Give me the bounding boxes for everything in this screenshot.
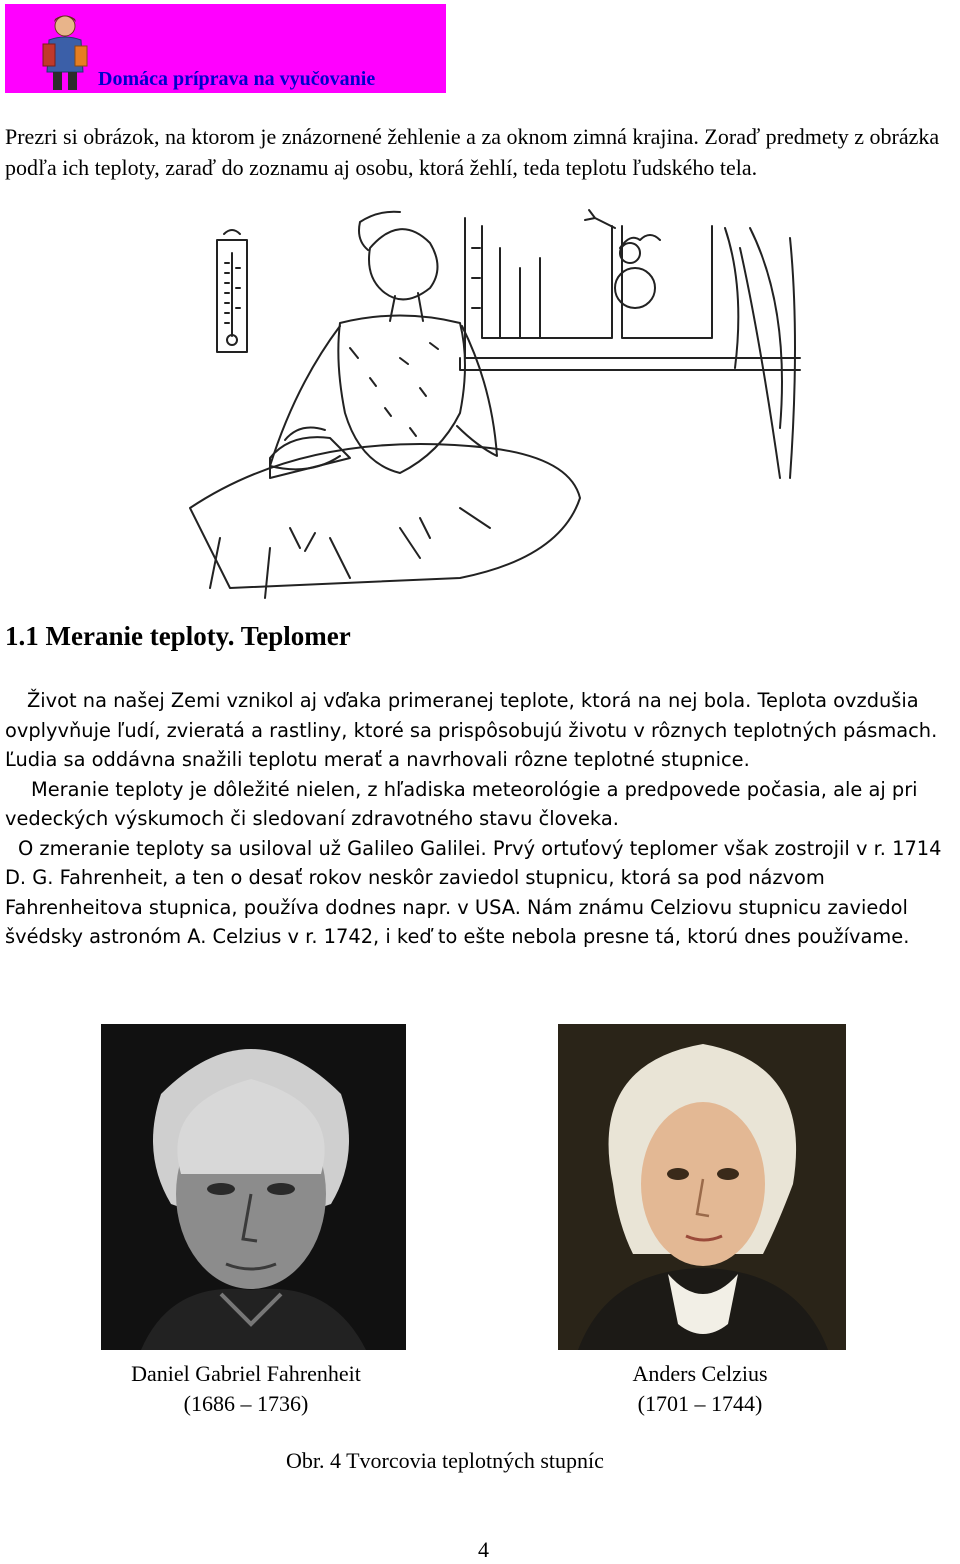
iron-on-board-icon xyxy=(190,428,580,598)
figure-caption: Obr. 4 Tvorcovia teplotných stupníc xyxy=(286,1448,604,1473)
paragraph-life-and-temperature: Život na našej Zemi vznikol aj vďaka primeranej teplote, ktorá na nej bola. Teplota ovzdušia ovplyvňuje ľudí, zvieratá a rastliny, ktoré sa prispôsobujú životu v rôznych teplotných pásmach. Ľudia sa oddávna snažili teplotu merať a navrhovali rôzne teplotné stupnice. xyxy=(5,689,938,771)
paragraph-history-of-scales: O zmeranie teploty sa usiloval už Galileo Galilei. Prvý ortuťový teplomer však zostrojil v r. 1714 D. G. Fahrenheit, a ten o desať rokov neskôr zaviedol stupnicu, ktorá sa pod názvom Fahrenheitova stupnica, používa dodnes napr. v USA. Nám známu Celziovu stupnicu zaviedol švédsky astronóm A. Celzius v r. 1742, i keď to ešte nebola presne tá, ktorú dnes používame. xyxy=(5,836,942,948)
student-with-books-icon xyxy=(35,10,97,92)
page-number: 4 xyxy=(478,1537,489,1562)
header-title: Domáca príprava na vyučovanie xyxy=(98,68,376,90)
fahrenheit-name: Daniel Gabriel Fahrenheit xyxy=(131,1361,361,1386)
header-banner xyxy=(5,4,446,93)
window-with-snowman-icon xyxy=(460,210,800,478)
body-text xyxy=(5,686,960,952)
celzius-years: (1701 – 1744) xyxy=(637,1391,763,1416)
fahrenheit-caption xyxy=(86,1359,406,1419)
ironing-scene-illustration xyxy=(100,208,872,618)
fahrenheit-years: (1686 – 1736) xyxy=(183,1391,309,1416)
celzius-caption xyxy=(540,1359,860,1419)
woman-ironing-icon xyxy=(270,212,497,473)
celzius-portrait xyxy=(558,1024,846,1350)
intro-paragraph: Prezri si obrázok, na ktorom je znázornené žehlenie a za oknom zimná krajina. Zoraď predmety z obrázka podľa ich teploty, zaraď do zoznamu aj osobu, ktorá žehlí, teda teplotu ľudského tela. xyxy=(5,124,940,180)
wall-thermometer-icon xyxy=(217,230,247,352)
section-heading: 1.1 Meranie teploty. Teplomer xyxy=(5,621,351,651)
celzius-name: Anders Celzius xyxy=(632,1361,768,1386)
fahrenheit-portrait xyxy=(101,1024,406,1350)
paragraph-importance-of-measuring: Meranie teploty je dôležité nielen, z hľadiska meteorológie a predpovede počasia, ale aj pri vedeckých výskumoch či sledovaní zdravotného stavu človeka. xyxy=(5,777,918,830)
